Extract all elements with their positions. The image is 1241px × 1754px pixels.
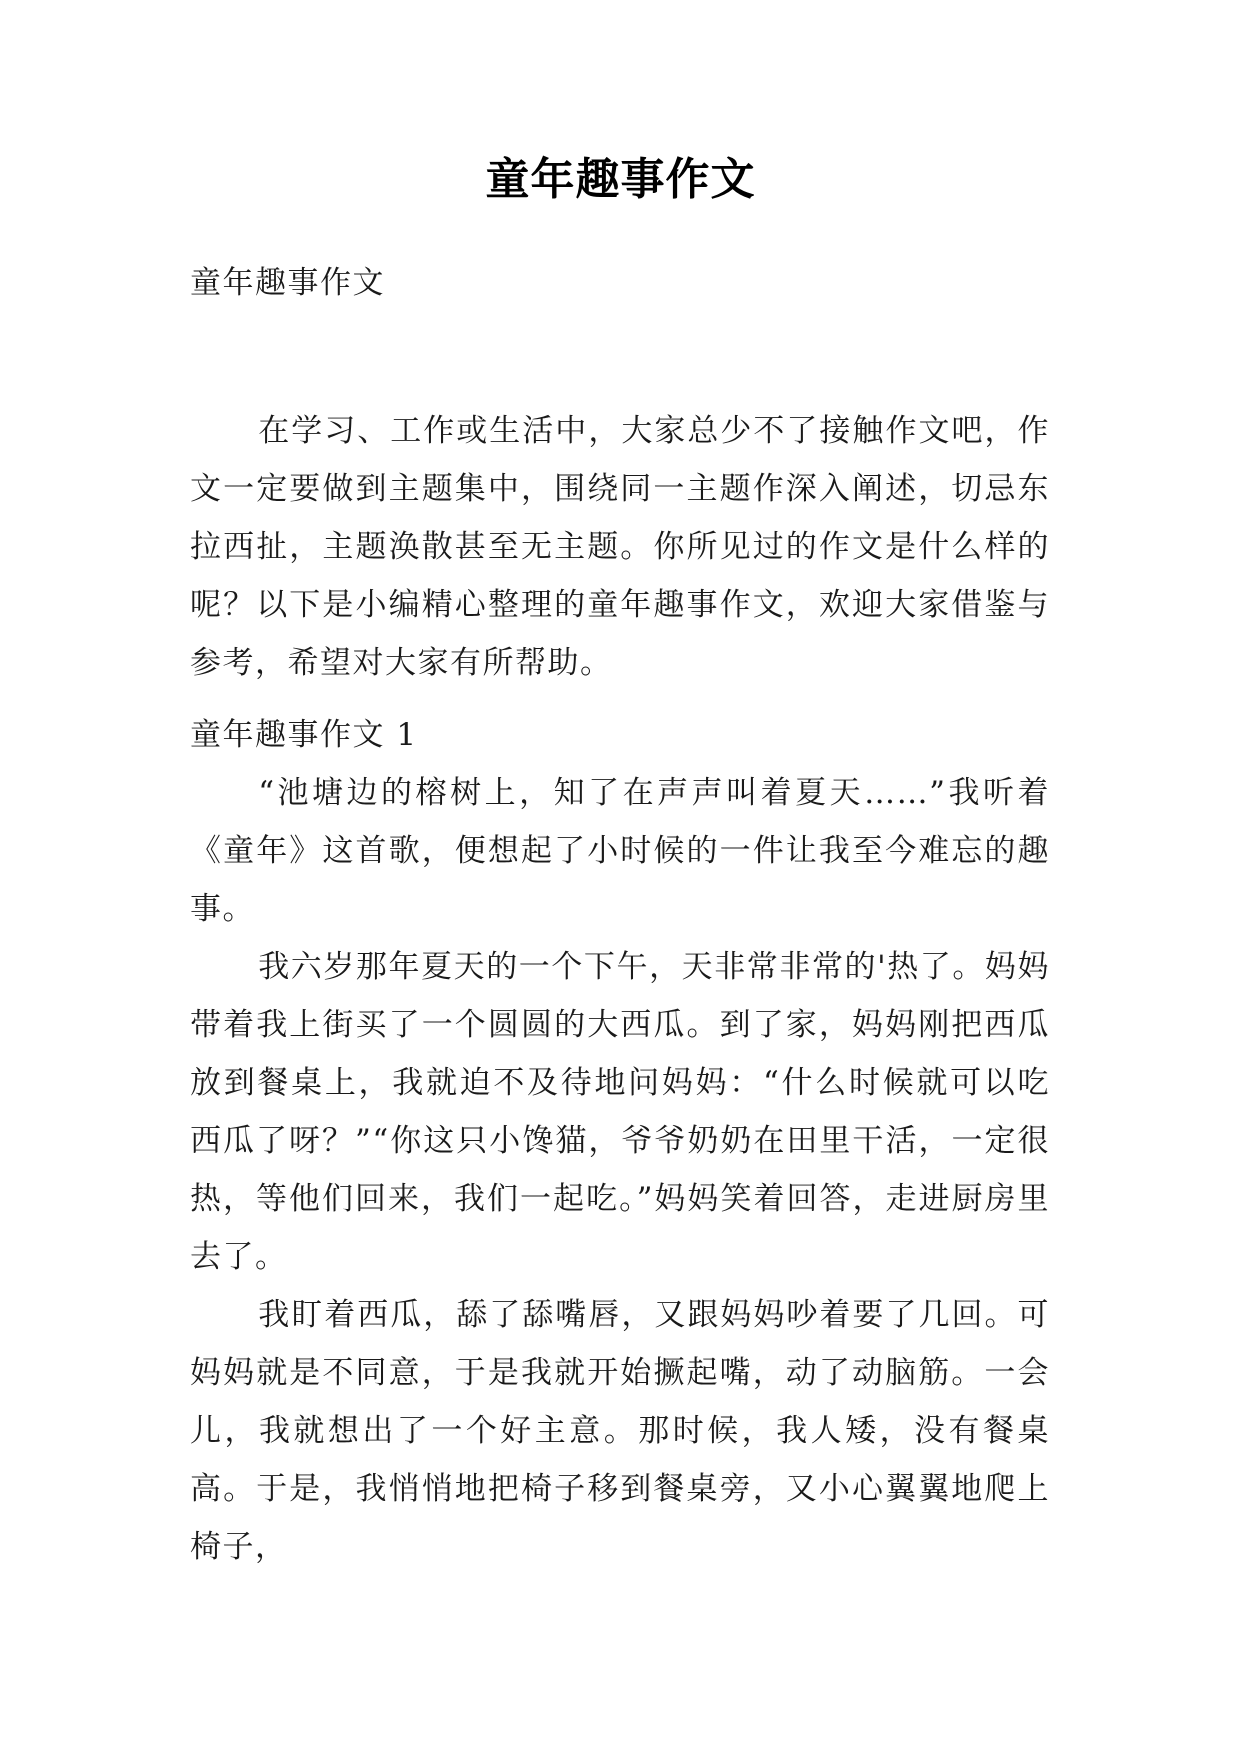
essay-body [190, 764, 1050, 1576]
intro-paragraph [190, 402, 1050, 692]
intro-text: 在学习、工作或生活中，大家总少不了接触作文吧，作文一定要做到主题集中，围绕同一主题作深入阐述，切忌东拉西扯，主题涣散甚至无主题。你所见过的作文是什么样的呢？以下是小编精心整理的童年趣事作文，欢迎大家借鉴与参考，希望对大家有所帮助。 [190, 413, 1050, 681]
essay-paragraph-3: 我盯着西瓜，舔了舔嘴唇，又跟妈妈吵着要了几回。可妈妈就是不同意，于是我就开始撅起嘴，动了动脑筋。一会儿，我就想出了一个好主意。那时候，我人矮，没有餐桌高。于是，我悄悄地把椅子移到餐桌旁，又小心翼翼地爬上椅子， [190, 1297, 1050, 1565]
document-subtitle: 童年趣事作文 [190, 265, 385, 301]
document-title: 童年趣事作文 [485, 154, 756, 205]
essay-paragraph-1: “池塘边的榕树上，知了在声声叫着夏天……”我听着《童年》这首歌，便想起了小时候的一件让我至今难忘的趣事。 [190, 775, 1050, 927]
essay-paragraph-2: 我六岁那年夏天的一个下午，天非常非常的'热了。妈妈带着我上街买了一个圆圆的大西瓜。到了家，妈妈刚把西瓜放到餐桌上，我就迫不及待地问妈妈：“什么时候就可以吃西瓜了呀？”“你这只小馋猫，爷爷奶奶在田里干活，一定很热，等他们回来，我们一起吃。”妈妈笑着回答，走进厨房里去了。 [190, 949, 1050, 1275]
section-heading: 童年趣事作文 1 [190, 717, 418, 753]
